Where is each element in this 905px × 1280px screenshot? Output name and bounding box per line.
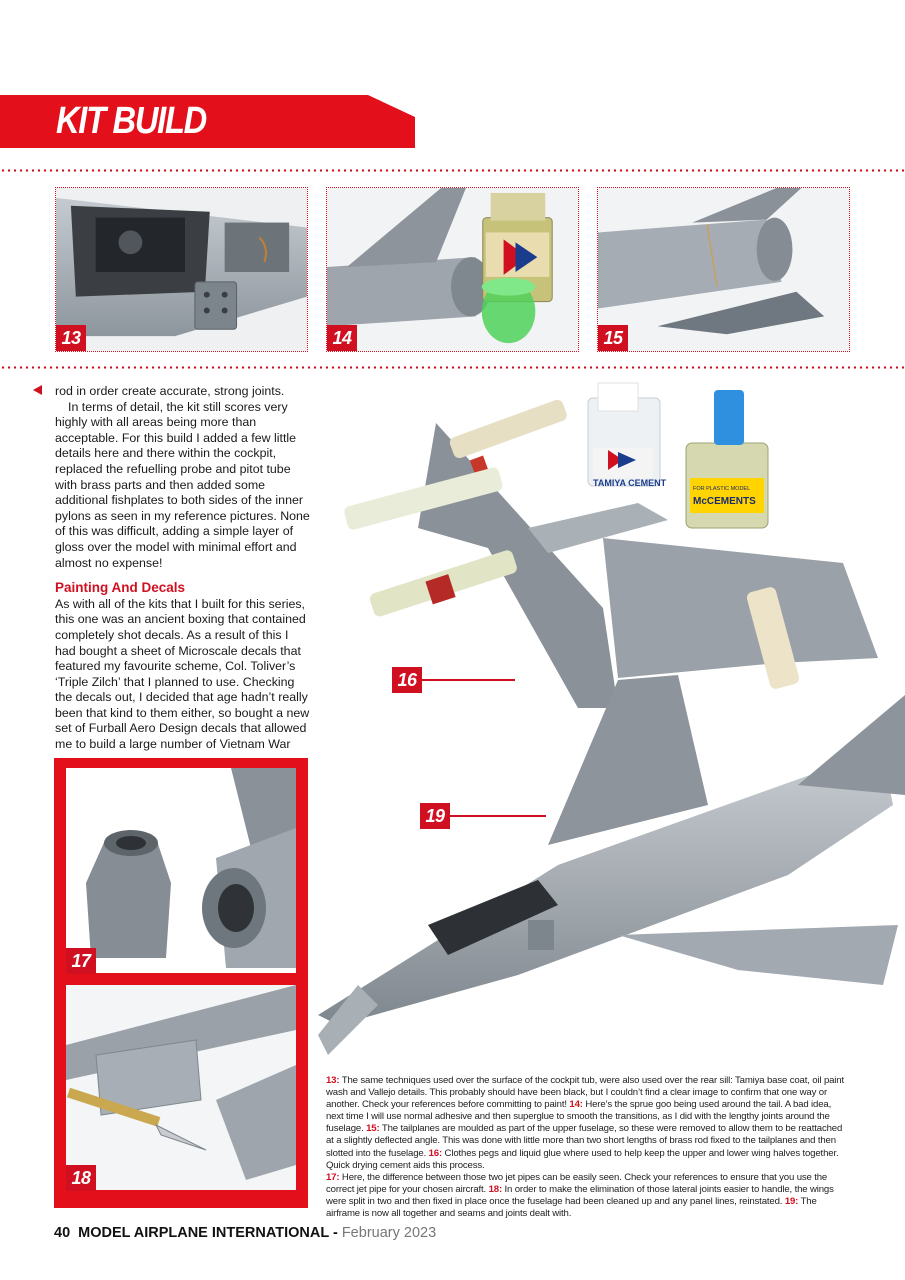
photo-19-airframe-assembled: [318, 675, 905, 1055]
caption-19-text: The airframe is now all together and seams and joints dealt with.: [326, 1195, 817, 1220]
photo-16-wing-clamping: [318, 378, 905, 708]
caption-15-number: 15:: [366, 1123, 380, 1135]
dotted-divider-top: [0, 169, 905, 172]
photo-number-17: 17: [66, 948, 96, 974]
photo-14-sprue-goo: [326, 187, 579, 352]
tamiya-cement-bottle-label: TAMIYA CEMENT: [593, 478, 667, 488]
photo-captions: [326, 1075, 850, 1220]
caption-16-number: 16:: [428, 1147, 443, 1159]
section-title: KIT BUILD: [56, 100, 206, 142]
caption-14-number: 14:: [569, 1099, 583, 1111]
caption-19-number: 19:: [784, 1195, 799, 1207]
page-number: 40: [54, 1225, 71, 1241]
photo-number-14: 14: [327, 325, 357, 351]
photo-15-tailplanes: [597, 187, 850, 352]
photo-13-cockpit-rear-sill: [55, 187, 308, 352]
body-paragraph-1: rod in order create accurate, strong joints.: [55, 384, 285, 398]
article-body: [55, 384, 310, 753]
continuation-arrow-icon: [33, 385, 42, 395]
body-paragraph-2: In terms of detail, the kit still scores very highly with all areas being more than acceptable. For this build I added a few little details here and there within the cockpit, replaced the refuelling probe and pitot tube with brass parts and then added some additional fishplates to both sides of the inner pylons as seen in my reference pictures. None of this was difficult, adding a simple layer of gloss over the model with minimal effort and almost no expense!: [55, 399, 310, 570]
caption-18-text: In order to make the elimination of those lateral joints easier to handle, the wings were split in two and then fixed in place once the fuselage had been cleaned up and any panel lines, reinstated.: [326, 1183, 834, 1207]
photo-number-15: 15: [598, 325, 628, 351]
caption-16-text: Clothes pegs and liquid glue where used to help keep the upper and lower wing halves together. Quick drying cement aids this process.: [326, 1147, 839, 1171]
photo-number-18: 18: [66, 1165, 96, 1191]
mrcement-bottle-label: McCEMENTS: [693, 496, 756, 507]
caption-14-text: Here’s the sprue goo being used around the tail. A bad idea, next time I will use normal adhesive and then superglue to smooth the transitions, as I did with the lengthy joints around the fuselage.: [326, 1099, 832, 1135]
photo-number-13: 13: [56, 325, 86, 351]
callout-line-19: [450, 815, 546, 817]
caption-13-text: The same techniques used over the surface of the cockpit tub, were also used over the rear sill: Tamiya base coat, oil paint wash and Vallejo details. This probably should have been black, but I couldn’t find a clear image to confirm that one way or another. Check your references before committing to paint!: [326, 1075, 844, 1111]
caption-17-number: 17:: [326, 1171, 340, 1183]
page-footer: [54, 1225, 436, 1241]
caption-15-text: The tailplanes are moulded as part of the upper fuselage, so these were removed to allow them to be reattached at a slightly deflected angle. This was done with little more than two short lengths of brass rod fixed to the tailplanes and then slotted into the fuselage.: [326, 1123, 843, 1159]
issue-date: February 2023: [341, 1225, 437, 1241]
section-heading-painting: Painting And Decals: [55, 580, 186, 596]
caption-13-number: 13:: [326, 1075, 340, 1086]
magazine-name: MODEL AIRPLANE INTERNATIONAL -: [78, 1225, 338, 1241]
caption-17-text: Here, the difference between those two jet pipes can be easily seen. Check your references to ensure that you use the correct jet pipe for your chosen aircraft.: [326, 1171, 828, 1195]
body-paragraph-3: As with all of the kits that I built for this series, this one was an ancient boxing that contained completely shot decals. As a result of this I had bought a sheet of Microscale decals that featured my favourite scheme, Col. Toliver’s ‘Triple Zilch’ that I planned to use. Checking the decals out, I decided that age hadn’t really been that kind to them either, so bought a new set of Furball Aero Design decals that allowed me to build a large number of Vietnam War: [55, 596, 310, 752]
dotted-divider-middle: [0, 366, 905, 369]
mrcement-bottle-sublabel: FOR PLASTIC MODEL: [693, 486, 751, 492]
photo-number-16: 16: [392, 667, 422, 693]
caption-18-number: 18:: [488, 1183, 503, 1195]
photo-number-19: 19: [420, 803, 450, 829]
photo-18-wing-split: [66, 985, 296, 1190]
photo-17-jet-pipes: [66, 768, 296, 973]
